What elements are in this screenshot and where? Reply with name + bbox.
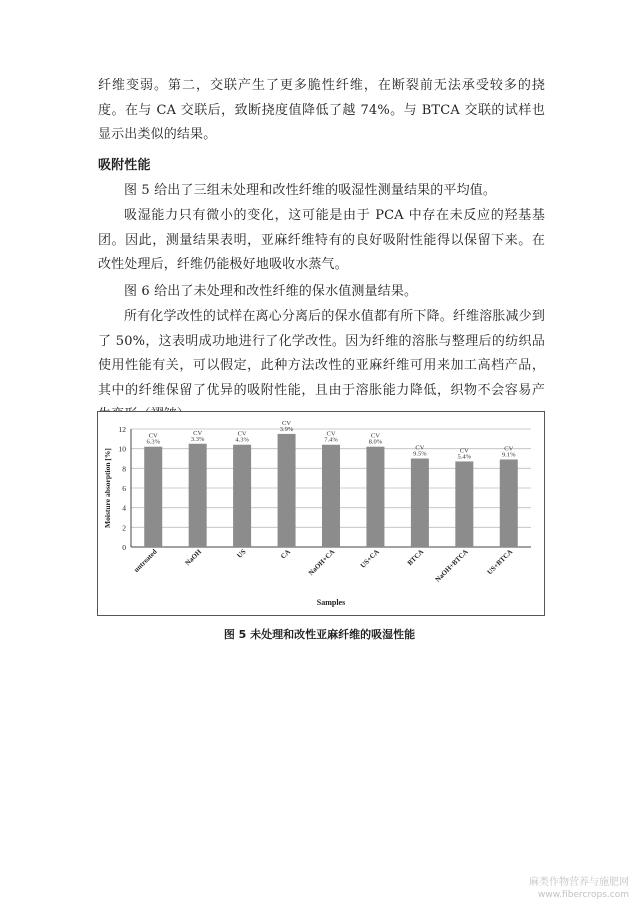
- figure-5-caption: 图 5 未处理和改性亚麻纤维的吸湿性能: [223, 628, 416, 641]
- section-heading-adsorption: 吸附性能: [98, 158, 151, 173]
- x-tick-label: US+CA: [358, 547, 381, 570]
- data-label-cv: CV: [370, 432, 380, 440]
- y-tick-label: 0: [122, 543, 126, 552]
- paragraph-moisture-discussion: 吸湿能力只有微小的变化，这可能是由于 PCA 中存在未反应的羟基基团。因此，测量结果表明，亚麻纤维特有的良好吸附性能得以保留下来。在改性处理后，纤维仍能极好地吸收水蒸气。: [98, 208, 545, 273]
- x-tick-label: NaOH+CA: [307, 547, 337, 578]
- bar: [189, 444, 207, 547]
- watermark-site: www.fibercrops.com: [538, 890, 629, 900]
- x-tick-label: US: [235, 547, 248, 560]
- x-tick-label: NaOH+BTCA: [433, 547, 470, 584]
- data-label-value: 5.4%: [457, 453, 472, 461]
- x-tick-label: CA: [279, 547, 292, 561]
- data-label-value: 3.9%: [279, 425, 294, 433]
- data-label-value: 3.3%: [190, 435, 205, 443]
- data-label-cv: CV: [326, 430, 336, 438]
- y-tick-label: 2: [122, 523, 126, 533]
- data-label-cv: CV: [282, 419, 292, 427]
- bar: [278, 434, 296, 547]
- bar: [500, 459, 518, 547]
- y-tick-label: 6: [122, 484, 126, 493]
- y-tick-label: 12: [118, 425, 126, 434]
- bar: [233, 445, 251, 547]
- x-tick-label: untreated: [132, 547, 159, 574]
- data-label-value: 4.3%: [235, 436, 249, 444]
- paragraph-water-retention: 所有化学改性的试样在离心分离后的保水值都有所下降。纤维溶胀减少到了 50%，这表明成功地进行了化学改性。因为纤维的溶胀与整理后的纺织品使用性能有关，可以假定，此种方法改性的亚麻纤维可用来加工高档产品，其中的纤维保留了优异的吸附性能，且由于溶胀能力降低，织物不会容易产: [98, 309, 545, 398]
- y-tick-label: 8: [122, 464, 126, 474]
- bar: [411, 459, 429, 548]
- y-axis-title: Moisture absorption [%]: [103, 448, 112, 528]
- x-tick-label: NaOH: [183, 547, 204, 568]
- watermark: [529, 877, 629, 901]
- watermark-text: 麻类作物营养与施肥网: [529, 877, 629, 888]
- moisture-bar-chart: [98, 412, 544, 615]
- bar: [144, 447, 162, 547]
- data-label-cv: CV: [148, 432, 158, 440]
- data-label-cv: CV: [415, 444, 425, 452]
- bar: [366, 447, 384, 547]
- y-tick-label: 10: [118, 444, 126, 454]
- data-label-value: 7.4%: [324, 436, 338, 444]
- data-label-value: 9.1%: [502, 451, 516, 459]
- paragraph-crosslink-results: 纤维变弱。第二，交联产生了更多脆性纤维，在断裂前无法承受较多的挠度。在与 CA 交联后，致断挠度值降低了越 74%。与 BTCA 交联的试样也显示出类似的结果。: [98, 78, 545, 143]
- data-label-cv: CV: [193, 429, 203, 437]
- data-label-value: 8.0%: [368, 438, 383, 446]
- figure-5-chart: [97, 411, 545, 616]
- x-tick-label: US+BTCA: [485, 547, 515, 577]
- data-label-cv: CV: [459, 447, 469, 455]
- x-tick-label: BTCA: [405, 547, 426, 568]
- data-label-value: 6.3%: [146, 438, 160, 446]
- paragraph-figure6-intro: 图 6 给出了未处理和改性纤维的保水值测量结果。: [124, 284, 418, 299]
- bar: [455, 461, 473, 547]
- paragraph-figure5-intro: 图 5 给出了三组未处理和改性纤维的吸湿性测量结果的平均值。: [124, 183, 497, 198]
- x-axis-title: Samples: [316, 598, 346, 607]
- bar: [322, 445, 340, 547]
- data-label-cv: CV: [504, 445, 514, 453]
- y-tick-label: 4: [122, 503, 126, 513]
- data-label-value: 9.5%: [413, 450, 427, 458]
- data-label-cv: CV: [237, 430, 247, 438]
